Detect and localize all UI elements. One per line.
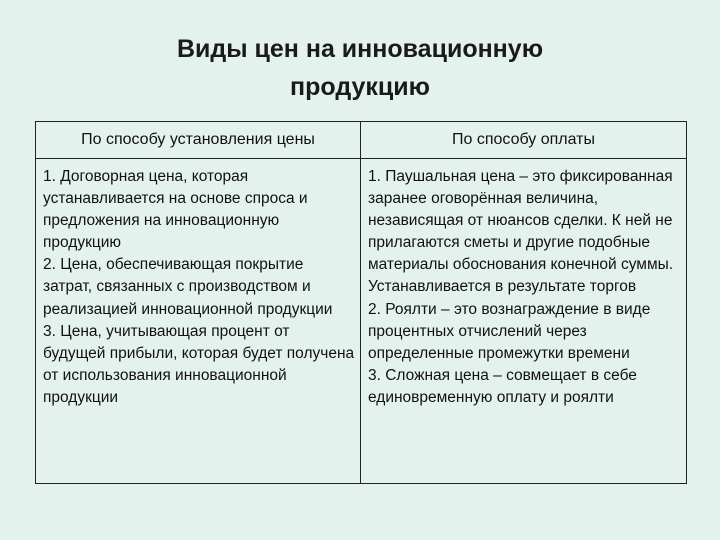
list-item-royalty: 2. Роялти – это вознаграждение в виде процентных отчислений через определенные промежутки времени bbox=[368, 300, 651, 362]
pricing-method-cell bbox=[36, 159, 361, 484]
list-item-contract-price: 1. Договорная цена, которая устанавливается на основе спроса и предложения на инновационную продукцию bbox=[43, 168, 308, 252]
list-item-lump-sum-price: 1. Паушальная цена – это фиксированная заранее оговорённая величина, независящая от нюансов сделки. К ней не прилагаются сметы и другие подобные материалы обоснования конечной суммы. Устанавливается в результате торгов bbox=[368, 168, 674, 296]
table-row bbox=[36, 159, 687, 484]
slide-title-line-1: Виды цен на инновационную bbox=[176, 35, 544, 63]
payment-method-cell bbox=[361, 159, 687, 484]
slide-title-line-2: продукцию bbox=[290, 73, 430, 101]
list-item-profit-share-price: 3. Цена, учитывающая процент от будущей прибыли, которая будет получена от использования инновационной продукции bbox=[43, 322, 355, 406]
list-item-cost-covering-price: 2. Цена, обеспечивающая покрытие затрат, связанных с производством и реализацией инновационной продукции bbox=[43, 256, 333, 318]
header-by-payment-method: По способу оплаты bbox=[361, 122, 687, 159]
slide-title bbox=[0, 30, 720, 106]
list-item-complex-price: 3. Сложная цена – совмещает в себе единовременную оплату и роялти bbox=[368, 366, 637, 406]
table-header-row bbox=[36, 122, 687, 159]
header-by-pricing-method: По способу установления цены bbox=[36, 122, 361, 159]
price-types-table bbox=[35, 121, 687, 484]
